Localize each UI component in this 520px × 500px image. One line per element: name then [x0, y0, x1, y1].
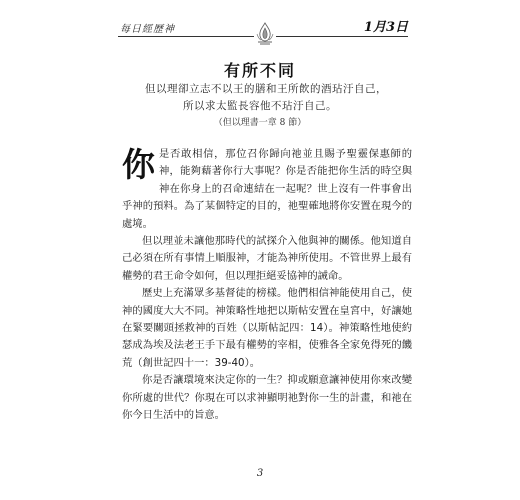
page-number: 3: [256, 468, 264, 479]
paragraph-1: [122, 146, 412, 233]
drop-cap: 你: [122, 145, 155, 184]
paragraph-4: 你是否讓環境來決定你的一生？抑或願意讓神使用你來改變你所處的世代？你現在可以求神顯明祂對你一生的計畫，和祂在你今日生活中的旨意。: [122, 374, 412, 422]
page-date: 1月3日: [363, 20, 408, 35]
running-head: 每日經歷神: [120, 24, 175, 35]
devotion-body: [122, 146, 412, 425]
flame-emblem-icon: [254, 22, 276, 46]
devotion-title: 有所不同: [223, 61, 296, 80]
paragraph-3: 歷史上充滿眾多基督徒的榜樣。他們相信神能使用自己，使神的國度大大不同。神策略性地把以斯帖安置在皇宮中，好讓她在緊要關頭拯救神的百姓（以斯帖記四：14）。神策略性地使約瑟成為埃及法老王手下最有權勢的宰相，使雅各全家免得死的饑荒（創世記四十一：39-40）。: [122, 287, 412, 369]
paragraph-2: 但以理並未讓他那時代的試探介入他與神的關係。他知道自己必須在所有事情上順服神，才能為神所使用。不管世界上最有權勢的君王命令如何，但以理拒絕妥協神的誡命。: [122, 235, 412, 282]
paragraph-1-text: 是否敢相信，那位召你歸向祂並且賜予聖靈保惠師的神，能夠藉著你行大事呢？你是否能把你生活的時空與神在你身上的召命連結在一起呢？世上沒有一件事會出乎神的預料。為了某個特定的目的，祂聖確地將你安置在現今的處境。: [122, 148, 412, 230]
scripture-reference: （但以理書一章 8 節）: [213, 118, 307, 128]
scripture-line-1: 但以理卻立志不以王的膳和王所飲的酒玷汙自己，: [145, 83, 387, 95]
scripture-line-2: 所以求太監長容他不玷汙自己。: [183, 100, 337, 112]
